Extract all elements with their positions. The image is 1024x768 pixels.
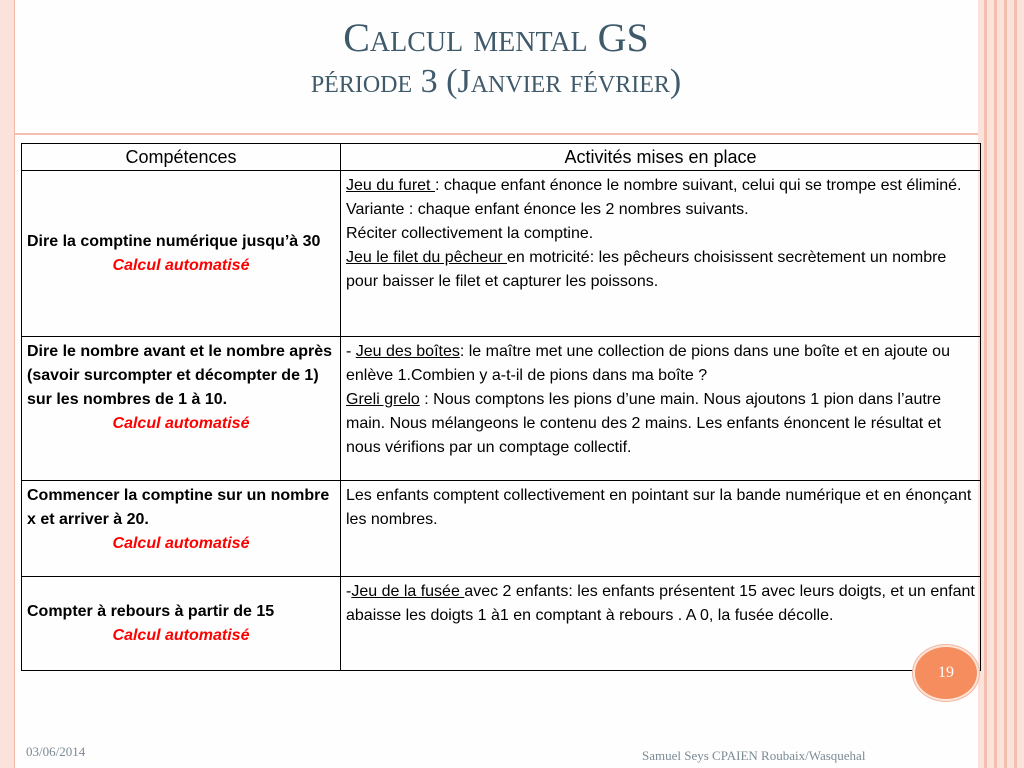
activity-cell bbox=[341, 577, 981, 671]
activity-text: Les enfants comptent collectivement en pointant sur la bande numérique et en énonçant les nombres. bbox=[346, 487, 972, 528]
activities-table bbox=[21, 143, 981, 671]
slide-right-border bbox=[978, 0, 1024, 768]
activity-text: Réciter collectivement la comptine. bbox=[346, 225, 594, 242]
competence-tag: Calcul automatisé bbox=[112, 415, 250, 432]
competence-text: Dire la comptine numérique jusqu’à 30 bbox=[27, 232, 321, 250]
competence-text: Dire le nombre avant et le nombre après (savoir surcompter et décompter de 1) sur les nombres de 1 à 10. bbox=[27, 343, 332, 408]
competence-cell bbox=[22, 577, 341, 671]
competence-text: Commencer la comptine sur un nombre x et arriver à 20. bbox=[27, 487, 330, 528]
slide-title bbox=[14, 16, 978, 104]
header-activites: Activités mises en place bbox=[341, 144, 981, 171]
activity-game-name: Greli grelo bbox=[346, 391, 420, 408]
activity-text: avec 2 enfants: les enfants présentent 15 avec leurs doigts, et un enfant abaisse les doigts 1 à1 en comptant à rebours . A 0, la fusée décolle. bbox=[346, 583, 975, 624]
activity-line bbox=[346, 198, 975, 222]
activity-game-name: Jeu du furet bbox=[346, 177, 435, 194]
activity-prefix: - bbox=[346, 583, 352, 600]
activity-line bbox=[346, 340, 975, 388]
activity-line bbox=[346, 222, 975, 246]
footer-author: Samuel Seys CPAIEN Roubaix/Wasquehal bbox=[642, 748, 866, 763]
activity-text: en motricité: les pêcheurs choisissent secrètement un nombre pour baisser le filet et capturer les poissons. bbox=[346, 249, 947, 290]
page-number-badge: 19 bbox=[913, 645, 979, 701]
activity-line bbox=[346, 580, 975, 628]
slide-title-line1: Calcul mental GS bbox=[343, 15, 649, 60]
header-competences: Compétences bbox=[22, 144, 341, 171]
activity-cell bbox=[341, 171, 981, 337]
competence-text: Compter à rebours à partir de 15 bbox=[27, 602, 275, 620]
activity-game-name: Jeu le filet du pêcheur bbox=[346, 249, 507, 266]
competence-cell bbox=[22, 337, 341, 481]
activity-text: Variante : chaque enfant énonce les 2 nombres suivants. bbox=[346, 201, 749, 218]
footer-date: 03/06/2014 bbox=[26, 744, 86, 759]
activity-text: : le maître met une collection de pions dans une boîte et en ajoute ou enlève 1.Combien y a-t-il de pions dans ma boîte ? bbox=[346, 343, 950, 384]
table-row bbox=[22, 481, 981, 577]
competence-cell bbox=[22, 171, 341, 337]
activity-text: : Nous comptons les pions d’une main. Nous ajoutons 1 pion dans l’autre main. Nous mélangeons le contenu des 2 mains. Les enfants énoncent le résultat et nous vérifions par un comptage collectif. bbox=[346, 391, 942, 456]
activity-line bbox=[346, 388, 975, 460]
competence-tag: Calcul automatisé bbox=[112, 256, 250, 274]
slide-title-line2: période 3 (Janvier février) bbox=[310, 63, 682, 100]
activity-game-name: Jeu de la fusée bbox=[351, 583, 465, 600]
table-header-row bbox=[22, 144, 981, 171]
activity-line bbox=[346, 246, 975, 294]
competence-tag: Calcul automatisé bbox=[112, 535, 250, 552]
title-divider bbox=[14, 133, 978, 135]
activity-game-name: Jeu des boîtes bbox=[355, 343, 460, 360]
activity-prefix: - bbox=[346, 343, 356, 360]
table-row bbox=[22, 337, 981, 481]
activity-line bbox=[346, 174, 975, 198]
activity-cell bbox=[341, 481, 981, 577]
activity-text: : chaque enfant énonce le nombre suivant, celui qui se trompe est éliminé. bbox=[434, 177, 962, 194]
table-row bbox=[22, 577, 981, 671]
slide-left-border bbox=[0, 0, 15, 768]
competence-tag: Calcul automatisé bbox=[112, 626, 250, 644]
activity-cell bbox=[341, 337, 981, 481]
competence-cell bbox=[22, 481, 341, 577]
table-row bbox=[22, 171, 981, 337]
activity-line bbox=[346, 484, 975, 532]
